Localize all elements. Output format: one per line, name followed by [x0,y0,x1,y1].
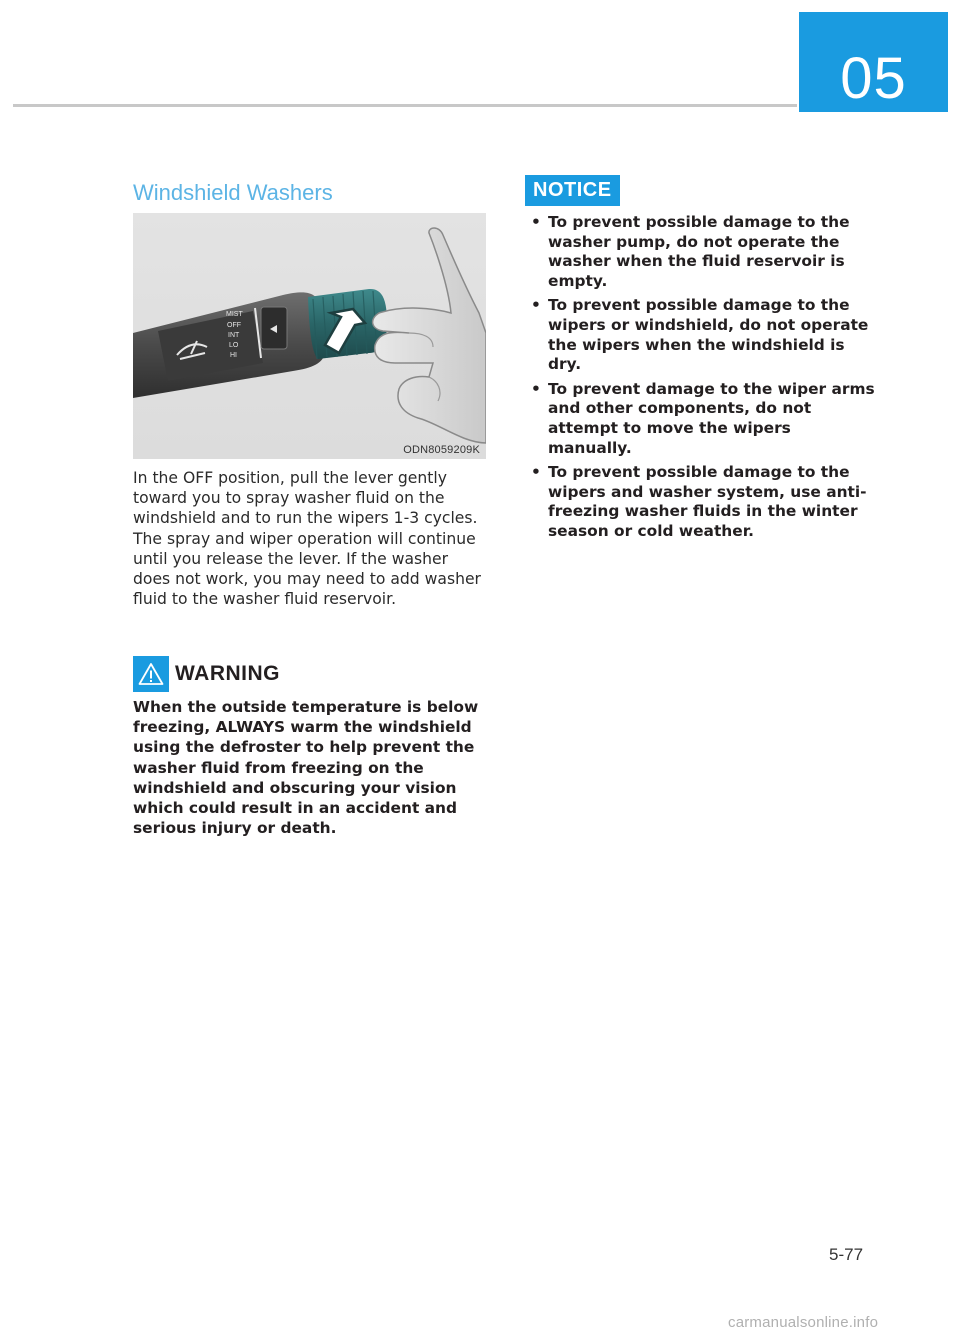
notice-item-text: To prevent possible damage to the wipers or windshield, do not operate the wipers when the windshield is dry. [548,296,869,374]
watermark: carmanualsonline.info [728,1314,879,1331]
notice-item-text: To prevent possible damage to the wipers and washer system, use anti-freezing washer fluids in the winter season or cold weather. [548,463,867,540]
header-rule [13,104,797,107]
wiper-lever-illustration [133,213,486,459]
notice-badge: NOTICE [525,175,620,206]
label-hi: HI [230,352,237,359]
warning-label: WARNING [175,662,280,685]
chapter-tab [799,12,948,112]
warning-triangle-icon [138,662,164,686]
label-int: INT [228,332,240,339]
bullet: • [531,296,541,315]
label-mist: MIST [226,311,243,318]
label-off: OFF [227,322,241,329]
warning-badge [133,656,169,692]
notice-item [531,380,876,458]
warning-header [133,656,280,692]
chapter-number: 05 [840,46,907,111]
figure-caption: ODN8059209K [403,444,480,456]
notice-list [531,213,876,547]
section-title: Windshield Washers [133,180,333,205]
label-lo: LO [229,342,239,349]
notice-item [531,296,876,374]
notice-item-text: To prevent damage to the wiper arms and other components, do not attempt to move the wipers manually. [548,379,875,457]
bullet: • [531,463,541,482]
page-number: 5-77 [829,1245,864,1264]
notice-item [531,213,876,291]
notice-item [531,463,876,541]
bullet: • [531,213,541,231]
notice-item-text: To prevent possible damage to the washer pump, do not operate the washer when the fluid reservoir is empty. [548,213,850,290]
bullet: • [531,379,541,398]
body-paragraph: In the OFF position, pull the lever gently toward you to spray washer fluid on the windshield and to run the wipers 1-3 cycles. The spray and wiper operation will continue until you release the lever. If the washer does not work, you may need to add washer fluid to the washer fluid reservoir. [133,469,481,609]
warning-text: When the outside temperature is below freezing, ALWAYS warm the windshield using the defroster to help prevent the washer fluid from freezing on the windshield and obscuring your vision which could result in an accident and serious injury or death. [133,698,479,838]
wiper-lever-figure [133,213,486,459]
